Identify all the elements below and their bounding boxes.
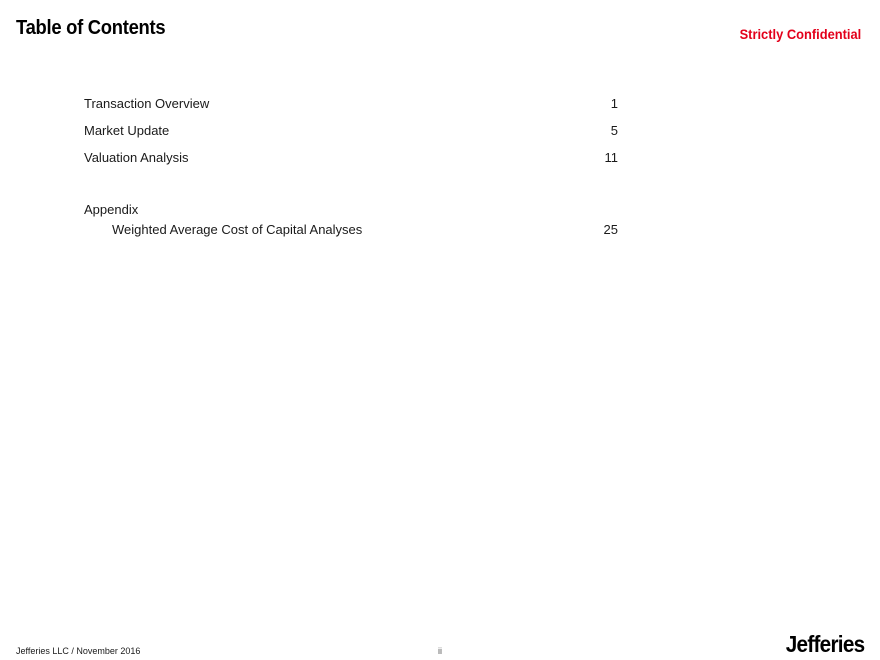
toc-item-label: Valuation Analysis [84,150,189,165]
toc-item-label: Weighted Average Cost of Capital Analyses [112,222,363,237]
jefferies-logo: Jefferies [785,631,864,657]
toc-item-valuation-analysis[interactable] [84,150,618,177]
toc-item-page: 1 [610,96,618,111]
toc-item-page: 25 [603,222,618,237]
page-title: Table of Contents [16,17,166,39]
toc-item-page: 11 [604,150,618,165]
toc-item-label: Market Update [84,123,170,138]
confidential-label: Strictly Confidential [739,26,861,42]
toc-item-market-update[interactable] [84,123,618,150]
toc-item-wacc-analyses[interactable] [84,222,618,249]
toc-spacer [84,177,618,202]
footer-company-date: Jefferies LLC / November 2016 [16,646,141,656]
toc-item-transaction-overview[interactable] [84,96,618,123]
toc-item-label: Transaction Overview [84,96,210,111]
toc-item-page: 5 [610,123,618,138]
footer-page-number: ii [438,646,442,656]
table-of-contents [84,96,618,249]
toc-appendix-heading: Appendix [84,202,139,217]
